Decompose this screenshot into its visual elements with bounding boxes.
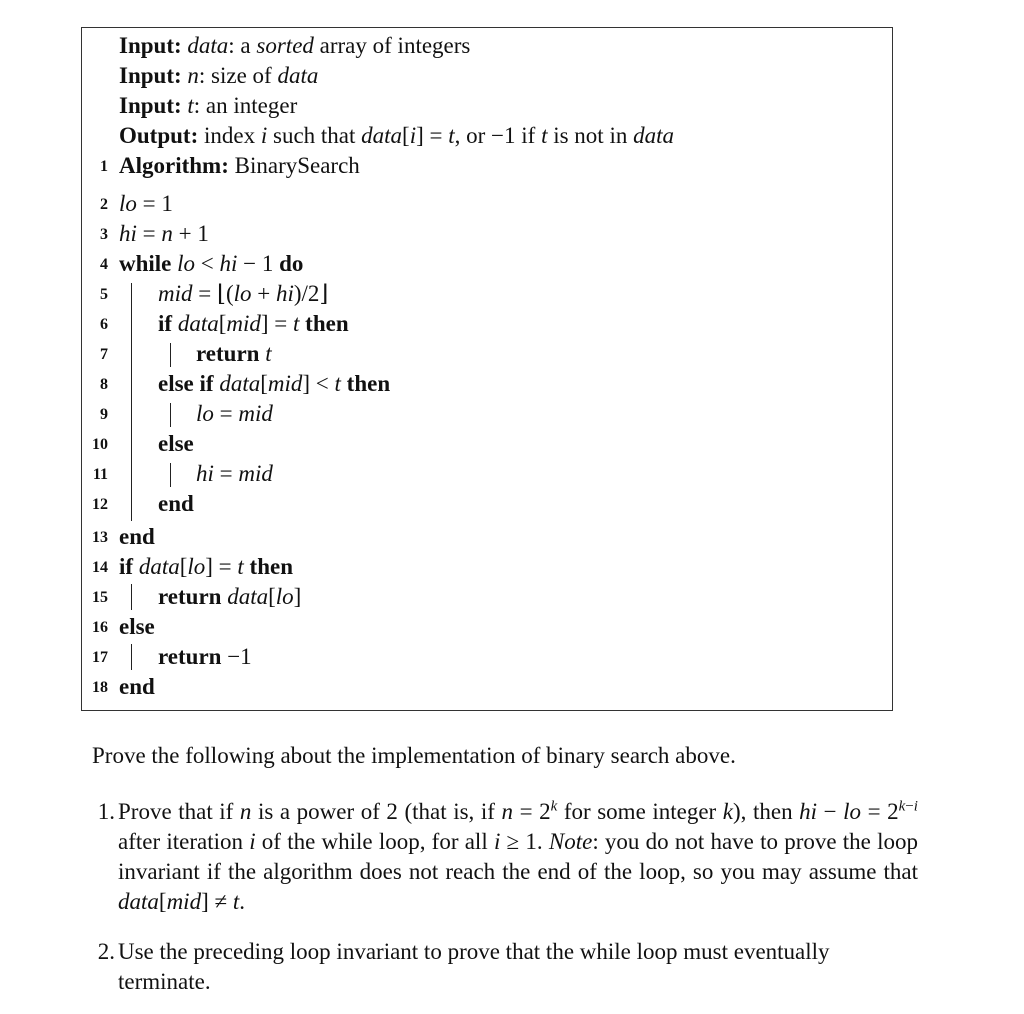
item-number: 2. [97,939,115,964]
problem-intro: Prove the following about the implementation of binary search above. [92,743,736,768]
final-if-block-bar [131,584,132,610]
item-text: Prove that if n is a power of 2 (that is, if $n = 2^k$ for some integer k), then hi − lo = $2^{k-i}$ after iteration i of the while loop, for all i ≥ 1. Note: you do not have to prove the loop invariant if the algorithm does not reach the end of the loop, so you may assume that data[mid] ≠ t. [118,798,919,914]
item-number: 1. [97,799,115,824]
algorithm-box: Input: data: a sorted array of integers Input: n: size of data Input: t: an integer Output: index i such that data[i] = t, or −1 if t is not in data 1 Algorithm: BinarySearch 2 lo = 1 3 hi = n + 1 4 while lo < hi − 1 do 5 mid = ⌊(lo + hi)/2⌋ 6 if data[mid] = t then 7 return t 8 else if data[mid] < t then 9 lo = mid 10 else 11 hi = mid 12 end 13 end 14 if data[lo] = t then 15 return data[lo] 16 else 17 return −1 18 end [81,27,893,711]
final-else-block-bar [131,644,132,670]
while-block-bar [131,283,132,521]
item-text: Use the preceding loop invariant to prove that the while loop must eventually terminate. [118,939,830,994]
else-block-bar [170,463,171,487]
if-block-bar [170,343,171,367]
output-text: index i such that data[i] = t, or −1 if t is not in data [204,123,674,148]
elseif-block-bar [170,403,171,427]
